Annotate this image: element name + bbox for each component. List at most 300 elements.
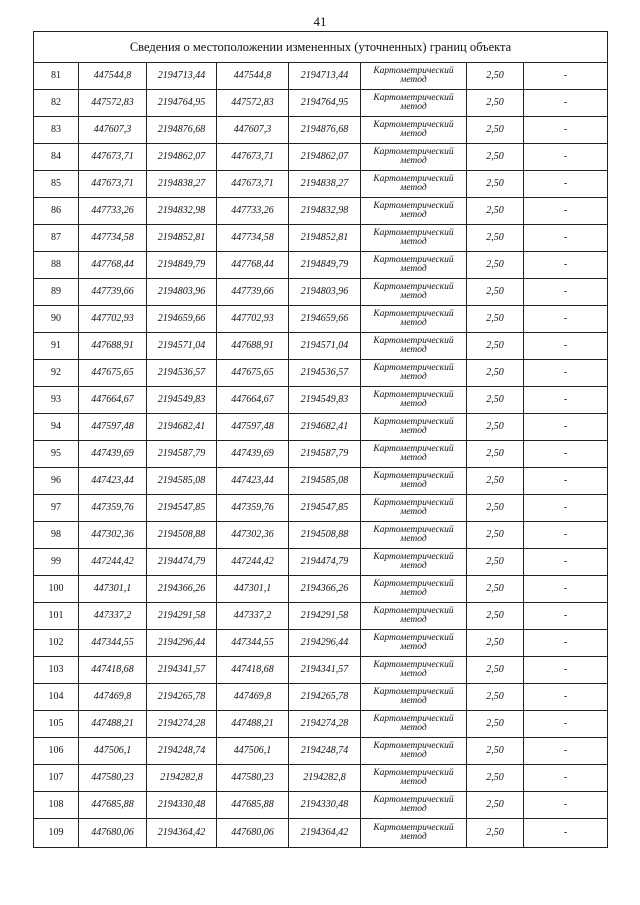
existing-x-cell: 447423,44 (79, 468, 147, 495)
accuracy-cell: 2,50 (467, 225, 524, 252)
updated-x-cell: 447685,88 (217, 792, 289, 819)
table-row (34, 522, 608, 549)
updated-x-cell: 447423,44 (217, 468, 289, 495)
method-line-1: Картометрический (373, 146, 454, 157)
accuracy-cell: 2,50 (467, 738, 524, 765)
method-line-2: метод (400, 318, 427, 328)
updated-x-cell: 447469,8 (217, 684, 289, 711)
table-row (34, 630, 608, 657)
table-row (34, 90, 608, 117)
accuracy-cell: 2,50 (467, 711, 524, 738)
method-cell (361, 792, 467, 819)
existing-y-cell: 2194508,88 (147, 522, 217, 549)
method-line-1: Картометрический (373, 470, 454, 481)
method-line-1: Картометрический (373, 740, 454, 751)
table-row (34, 171, 608, 198)
method-cell (361, 738, 467, 765)
existing-y-cell: 2194682,41 (147, 414, 217, 441)
note-cell: - (524, 63, 608, 90)
existing-y-cell: 2194282,8 (147, 765, 217, 792)
method-cell (361, 360, 467, 387)
note-cell: - (524, 333, 608, 360)
table-row (34, 225, 608, 252)
updated-x-cell: 447572,83 (217, 90, 289, 117)
existing-x-cell: 447439,69 (79, 441, 147, 468)
method-line-2: метод (400, 642, 427, 652)
note-cell: - (524, 576, 608, 603)
method-line-1: Картометрический (373, 794, 454, 805)
point-number-cell: 90 (34, 306, 79, 333)
method-cell (361, 387, 467, 414)
table-row (34, 441, 608, 468)
note-cell: - (524, 711, 608, 738)
updated-x-cell: 447688,91 (217, 333, 289, 360)
note-cell: - (524, 684, 608, 711)
existing-x-cell: 447739,66 (79, 279, 147, 306)
method-cell (361, 549, 467, 576)
table-row (34, 306, 608, 333)
method-line-1: Картометрический (373, 605, 454, 616)
point-number-cell: 107 (34, 765, 79, 792)
updated-x-cell: 447734,58 (217, 225, 289, 252)
method-line-2: метод (400, 75, 427, 85)
table-row (34, 738, 608, 765)
updated-x-cell: 447597,48 (217, 414, 289, 441)
existing-x-cell: 447675,65 (79, 360, 147, 387)
method-line-1: Картометрический (373, 254, 454, 265)
method-cell (361, 657, 467, 684)
accuracy-cell: 2,50 (467, 522, 524, 549)
existing-y-cell: 2194330,48 (147, 792, 217, 819)
method-cell (361, 441, 467, 468)
existing-x-cell: 447506,1 (79, 738, 147, 765)
point-number-cell: 101 (34, 603, 79, 630)
point-number-cell: 84 (34, 144, 79, 171)
updated-y-cell: 2194291,58 (289, 603, 361, 630)
existing-y-cell: 2194547,85 (147, 495, 217, 522)
method-cell (361, 333, 467, 360)
existing-y-cell: 2194474,79 (147, 549, 217, 576)
updated-y-cell: 2194274,28 (289, 711, 361, 738)
existing-x-cell: 447702,93 (79, 306, 147, 333)
method-line-1: Картометрический (373, 308, 454, 319)
method-line-2: метод (400, 210, 427, 220)
accuracy-cell: 2,50 (467, 495, 524, 522)
table-row (34, 711, 608, 738)
existing-y-cell: 2194838,27 (147, 171, 217, 198)
existing-y-cell: 2194296,44 (147, 630, 217, 657)
method-line-1: Картометрический (373, 632, 454, 643)
note-cell: - (524, 414, 608, 441)
note-cell: - (524, 819, 608, 848)
point-number-cell: 109 (34, 819, 79, 848)
method-line-1: Картометрический (373, 659, 454, 670)
updated-y-cell: 2194585,08 (289, 468, 361, 495)
point-number-cell: 88 (34, 252, 79, 279)
accuracy-cell: 2,50 (467, 414, 524, 441)
accuracy-cell: 2,50 (467, 360, 524, 387)
method-line-2: метод (400, 480, 427, 490)
point-number-cell: 104 (34, 684, 79, 711)
updated-y-cell: 2194282,8 (289, 765, 361, 792)
existing-y-cell: 2194852,81 (147, 225, 217, 252)
existing-y-cell: 2194585,08 (147, 468, 217, 495)
note-cell: - (524, 171, 608, 198)
method-cell (361, 576, 467, 603)
updated-x-cell: 447673,71 (217, 144, 289, 171)
updated-y-cell: 2194852,81 (289, 225, 361, 252)
method-line-2: метод (400, 750, 427, 760)
note-cell: - (524, 549, 608, 576)
point-number-cell: 98 (34, 522, 79, 549)
method-cell (361, 684, 467, 711)
existing-y-cell: 2194587,79 (147, 441, 217, 468)
note-cell: - (524, 495, 608, 522)
existing-x-cell: 447337,2 (79, 603, 147, 630)
existing-y-cell: 2194265,78 (147, 684, 217, 711)
updated-x-cell: 447488,21 (217, 711, 289, 738)
existing-y-cell: 2194274,28 (147, 711, 217, 738)
note-cell: - (524, 765, 608, 792)
point-number-cell: 81 (34, 63, 79, 90)
note-cell: - (524, 306, 608, 333)
existing-x-cell: 447580,23 (79, 765, 147, 792)
method-cell (361, 117, 467, 144)
method-cell (361, 522, 467, 549)
note-cell: - (524, 198, 608, 225)
updated-x-cell: 447702,93 (217, 306, 289, 333)
existing-x-cell: 447544,8 (79, 63, 147, 90)
method-line-2: метод (400, 804, 427, 814)
method-cell (361, 306, 467, 333)
existing-y-cell: 2194832,98 (147, 198, 217, 225)
accuracy-cell: 2,50 (467, 792, 524, 819)
existing-y-cell: 2194849,79 (147, 252, 217, 279)
method-line-1: Картометрический (373, 389, 454, 400)
updated-y-cell: 2194474,79 (289, 549, 361, 576)
updated-y-cell: 2194587,79 (289, 441, 361, 468)
table-row (34, 360, 608, 387)
table-row (34, 765, 608, 792)
note-cell: - (524, 468, 608, 495)
method-line-1: Картометрический (373, 443, 454, 454)
method-line-2: метод (400, 534, 427, 544)
point-number-cell: 99 (34, 549, 79, 576)
existing-x-cell: 447572,83 (79, 90, 147, 117)
existing-y-cell: 2194536,57 (147, 360, 217, 387)
existing-x-cell: 447244,42 (79, 549, 147, 576)
method-line-1: Картометрический (373, 551, 454, 562)
note-cell: - (524, 90, 608, 117)
existing-x-cell: 447488,21 (79, 711, 147, 738)
updated-x-cell: 447680,06 (217, 819, 289, 848)
updated-x-cell: 447675,65 (217, 360, 289, 387)
existing-x-cell: 447359,76 (79, 495, 147, 522)
method-line-1: Картометрический (373, 362, 454, 373)
existing-y-cell: 2194659,66 (147, 306, 217, 333)
existing-x-cell: 447469,8 (79, 684, 147, 711)
point-number-cell: 97 (34, 495, 79, 522)
method-line-1: Картометрический (373, 713, 454, 724)
table-row (34, 333, 608, 360)
accuracy-cell: 2,50 (467, 279, 524, 306)
existing-y-cell: 2194803,96 (147, 279, 217, 306)
method-line-2: метод (400, 426, 427, 436)
note-cell: - (524, 225, 608, 252)
method-line-1: Картометрический (373, 200, 454, 211)
method-line-1: Картометрический (373, 524, 454, 535)
table-row (34, 414, 608, 441)
method-line-1: Картометрический (373, 767, 454, 778)
accuracy-cell: 2,50 (467, 306, 524, 333)
table-row (34, 657, 608, 684)
existing-y-cell: 2194862,07 (147, 144, 217, 171)
note-cell: - (524, 279, 608, 306)
method-line-1: Картометрический (373, 65, 454, 76)
updated-x-cell: 447244,42 (217, 549, 289, 576)
existing-y-cell: 2194248,74 (147, 738, 217, 765)
method-line-2: метод (400, 615, 427, 625)
note-cell: - (524, 252, 608, 279)
accuracy-cell: 2,50 (467, 171, 524, 198)
method-line-1: Картометрический (373, 92, 454, 103)
existing-x-cell: 447344,55 (79, 630, 147, 657)
page-number: 41 (313, 14, 327, 29)
accuracy-cell: 2,50 (467, 333, 524, 360)
table-row (34, 468, 608, 495)
existing-y-cell: 2194341,57 (147, 657, 217, 684)
existing-x-cell: 447685,88 (79, 792, 147, 819)
point-number-cell: 100 (34, 576, 79, 603)
existing-y-cell: 2194549,83 (147, 387, 217, 414)
method-line-2: метод (400, 669, 427, 679)
updated-x-cell: 447302,36 (217, 522, 289, 549)
updated-y-cell: 2194838,27 (289, 171, 361, 198)
updated-x-cell: 447768,44 (217, 252, 289, 279)
updated-y-cell: 2194265,78 (289, 684, 361, 711)
table-row (34, 279, 608, 306)
updated-y-cell: 2194248,74 (289, 738, 361, 765)
updated-x-cell: 447580,23 (217, 765, 289, 792)
table-row (34, 387, 608, 414)
existing-x-cell: 447597,48 (79, 414, 147, 441)
method-cell (361, 495, 467, 522)
accuracy-cell: 2,50 (467, 819, 524, 848)
existing-x-cell: 447301,1 (79, 576, 147, 603)
point-number-cell: 103 (34, 657, 79, 684)
updated-x-cell: 447418,68 (217, 657, 289, 684)
table-row (34, 198, 608, 225)
point-number-cell: 106 (34, 738, 79, 765)
method-line-1: Картометрический (373, 822, 454, 833)
existing-x-cell: 447664,67 (79, 387, 147, 414)
updated-x-cell: 447664,67 (217, 387, 289, 414)
note-cell: - (524, 630, 608, 657)
method-line-2: метод (400, 588, 427, 598)
point-number-cell: 95 (34, 441, 79, 468)
method-cell (361, 90, 467, 117)
method-line-2: метод (400, 832, 427, 842)
point-number-cell: 91 (34, 333, 79, 360)
table-row (34, 495, 608, 522)
updated-y-cell: 2194366,26 (289, 576, 361, 603)
point-number-cell: 83 (34, 117, 79, 144)
existing-y-cell: 2194364,42 (147, 819, 217, 848)
updated-x-cell: 447359,76 (217, 495, 289, 522)
table-row (34, 792, 608, 819)
note-cell: - (524, 360, 608, 387)
point-number-cell: 105 (34, 711, 79, 738)
method-cell (361, 225, 467, 252)
updated-y-cell: 2194682,41 (289, 414, 361, 441)
method-cell (361, 765, 467, 792)
table-title: Сведения о местоположении измененных (уточненных) границ объекта (34, 32, 608, 63)
note-cell: - (524, 522, 608, 549)
method-line-1: Картометрический (373, 119, 454, 130)
method-cell (361, 630, 467, 657)
note-cell: - (524, 117, 608, 144)
method-line-2: метод (400, 723, 427, 733)
accuracy-cell: 2,50 (467, 657, 524, 684)
method-cell (361, 144, 467, 171)
updated-y-cell: 2194849,79 (289, 252, 361, 279)
method-line-1: Картометрический (373, 227, 454, 238)
updated-y-cell: 2194659,66 (289, 306, 361, 333)
method-line-2: метод (400, 129, 427, 139)
existing-y-cell: 2194571,04 (147, 333, 217, 360)
existing-x-cell: 447733,26 (79, 198, 147, 225)
note-cell: - (524, 144, 608, 171)
accuracy-cell: 2,50 (467, 549, 524, 576)
method-line-2: метод (400, 561, 427, 571)
updated-x-cell: 447739,66 (217, 279, 289, 306)
updated-x-cell: 447506,1 (217, 738, 289, 765)
table-title-row (34, 32, 608, 63)
method-line-1: Картометрический (373, 686, 454, 697)
table-row (34, 117, 608, 144)
table-row (34, 252, 608, 279)
updated-y-cell: 2194508,88 (289, 522, 361, 549)
table-row (34, 684, 608, 711)
method-line-2: метод (400, 345, 427, 355)
note-cell: - (524, 387, 608, 414)
accuracy-cell: 2,50 (467, 765, 524, 792)
updated-y-cell: 2194713,44 (289, 63, 361, 90)
note-cell: - (524, 738, 608, 765)
existing-x-cell: 447418,68 (79, 657, 147, 684)
note-cell: - (524, 603, 608, 630)
table-row (34, 819, 608, 848)
method-line-2: метод (400, 102, 427, 112)
point-number-cell: 102 (34, 630, 79, 657)
point-number-cell: 92 (34, 360, 79, 387)
method-line-2: метод (400, 183, 427, 193)
table-row (34, 144, 608, 171)
table-row (34, 63, 608, 90)
point-number-cell: 87 (34, 225, 79, 252)
method-cell (361, 603, 467, 630)
updated-y-cell: 2194536,57 (289, 360, 361, 387)
method-cell (361, 819, 467, 848)
updated-x-cell: 447344,55 (217, 630, 289, 657)
method-cell (361, 468, 467, 495)
method-line-1: Картометрический (373, 497, 454, 508)
existing-x-cell: 447607,3 (79, 117, 147, 144)
existing-x-cell: 447688,91 (79, 333, 147, 360)
updated-x-cell: 447673,71 (217, 171, 289, 198)
note-cell: - (524, 441, 608, 468)
accuracy-cell: 2,50 (467, 90, 524, 117)
updated-y-cell: 2194876,68 (289, 117, 361, 144)
accuracy-cell: 2,50 (467, 63, 524, 90)
method-line-2: метод (400, 399, 427, 409)
method-line-2: метод (400, 372, 427, 382)
updated-y-cell: 2194571,04 (289, 333, 361, 360)
method-line-1: Картометрический (373, 578, 454, 589)
method-cell (361, 279, 467, 306)
point-number-cell: 108 (34, 792, 79, 819)
method-line-2: метод (400, 291, 427, 301)
existing-x-cell: 447734,58 (79, 225, 147, 252)
existing-y-cell: 2194713,44 (147, 63, 217, 90)
method-line-2: метод (400, 453, 427, 463)
updated-x-cell: 447607,3 (217, 117, 289, 144)
accuracy-cell: 2,50 (467, 252, 524, 279)
accuracy-cell: 2,50 (467, 441, 524, 468)
note-cell: - (524, 657, 608, 684)
accuracy-cell: 2,50 (467, 468, 524, 495)
point-number-cell: 93 (34, 387, 79, 414)
method-line-2: метод (400, 507, 427, 517)
table-row (34, 576, 608, 603)
updated-y-cell: 2194862,07 (289, 144, 361, 171)
existing-y-cell: 2194291,58 (147, 603, 217, 630)
accuracy-cell: 2,50 (467, 387, 524, 414)
point-number-cell: 89 (34, 279, 79, 306)
updated-x-cell: 447337,2 (217, 603, 289, 630)
method-line-2: метод (400, 777, 427, 787)
existing-y-cell: 2194366,26 (147, 576, 217, 603)
accuracy-cell: 2,50 (467, 144, 524, 171)
method-line-2: метод (400, 696, 427, 706)
method-line-2: метод (400, 264, 427, 274)
method-line-1: Картометрический (373, 173, 454, 184)
updated-x-cell: 447301,1 (217, 576, 289, 603)
table-row (34, 603, 608, 630)
note-cell: - (524, 792, 608, 819)
method-line-2: метод (400, 237, 427, 247)
table-row (34, 549, 608, 576)
table-body (34, 32, 608, 848)
updated-x-cell: 447544,8 (217, 63, 289, 90)
method-cell (361, 198, 467, 225)
updated-y-cell: 2194330,48 (289, 792, 361, 819)
updated-y-cell: 2194364,42 (289, 819, 361, 848)
accuracy-cell: 2,50 (467, 576, 524, 603)
accuracy-cell: 2,50 (467, 198, 524, 225)
existing-x-cell: 447673,71 (79, 171, 147, 198)
updated-y-cell: 2194296,44 (289, 630, 361, 657)
accuracy-cell: 2,50 (467, 603, 524, 630)
updated-y-cell: 2194832,98 (289, 198, 361, 225)
updated-x-cell: 447439,69 (217, 441, 289, 468)
point-number-cell: 85 (34, 171, 79, 198)
existing-x-cell: 447680,06 (79, 819, 147, 848)
method-line-1: Картометрический (373, 416, 454, 427)
point-number-cell: 86 (34, 198, 79, 225)
updated-y-cell: 2194341,57 (289, 657, 361, 684)
method-cell (361, 711, 467, 738)
